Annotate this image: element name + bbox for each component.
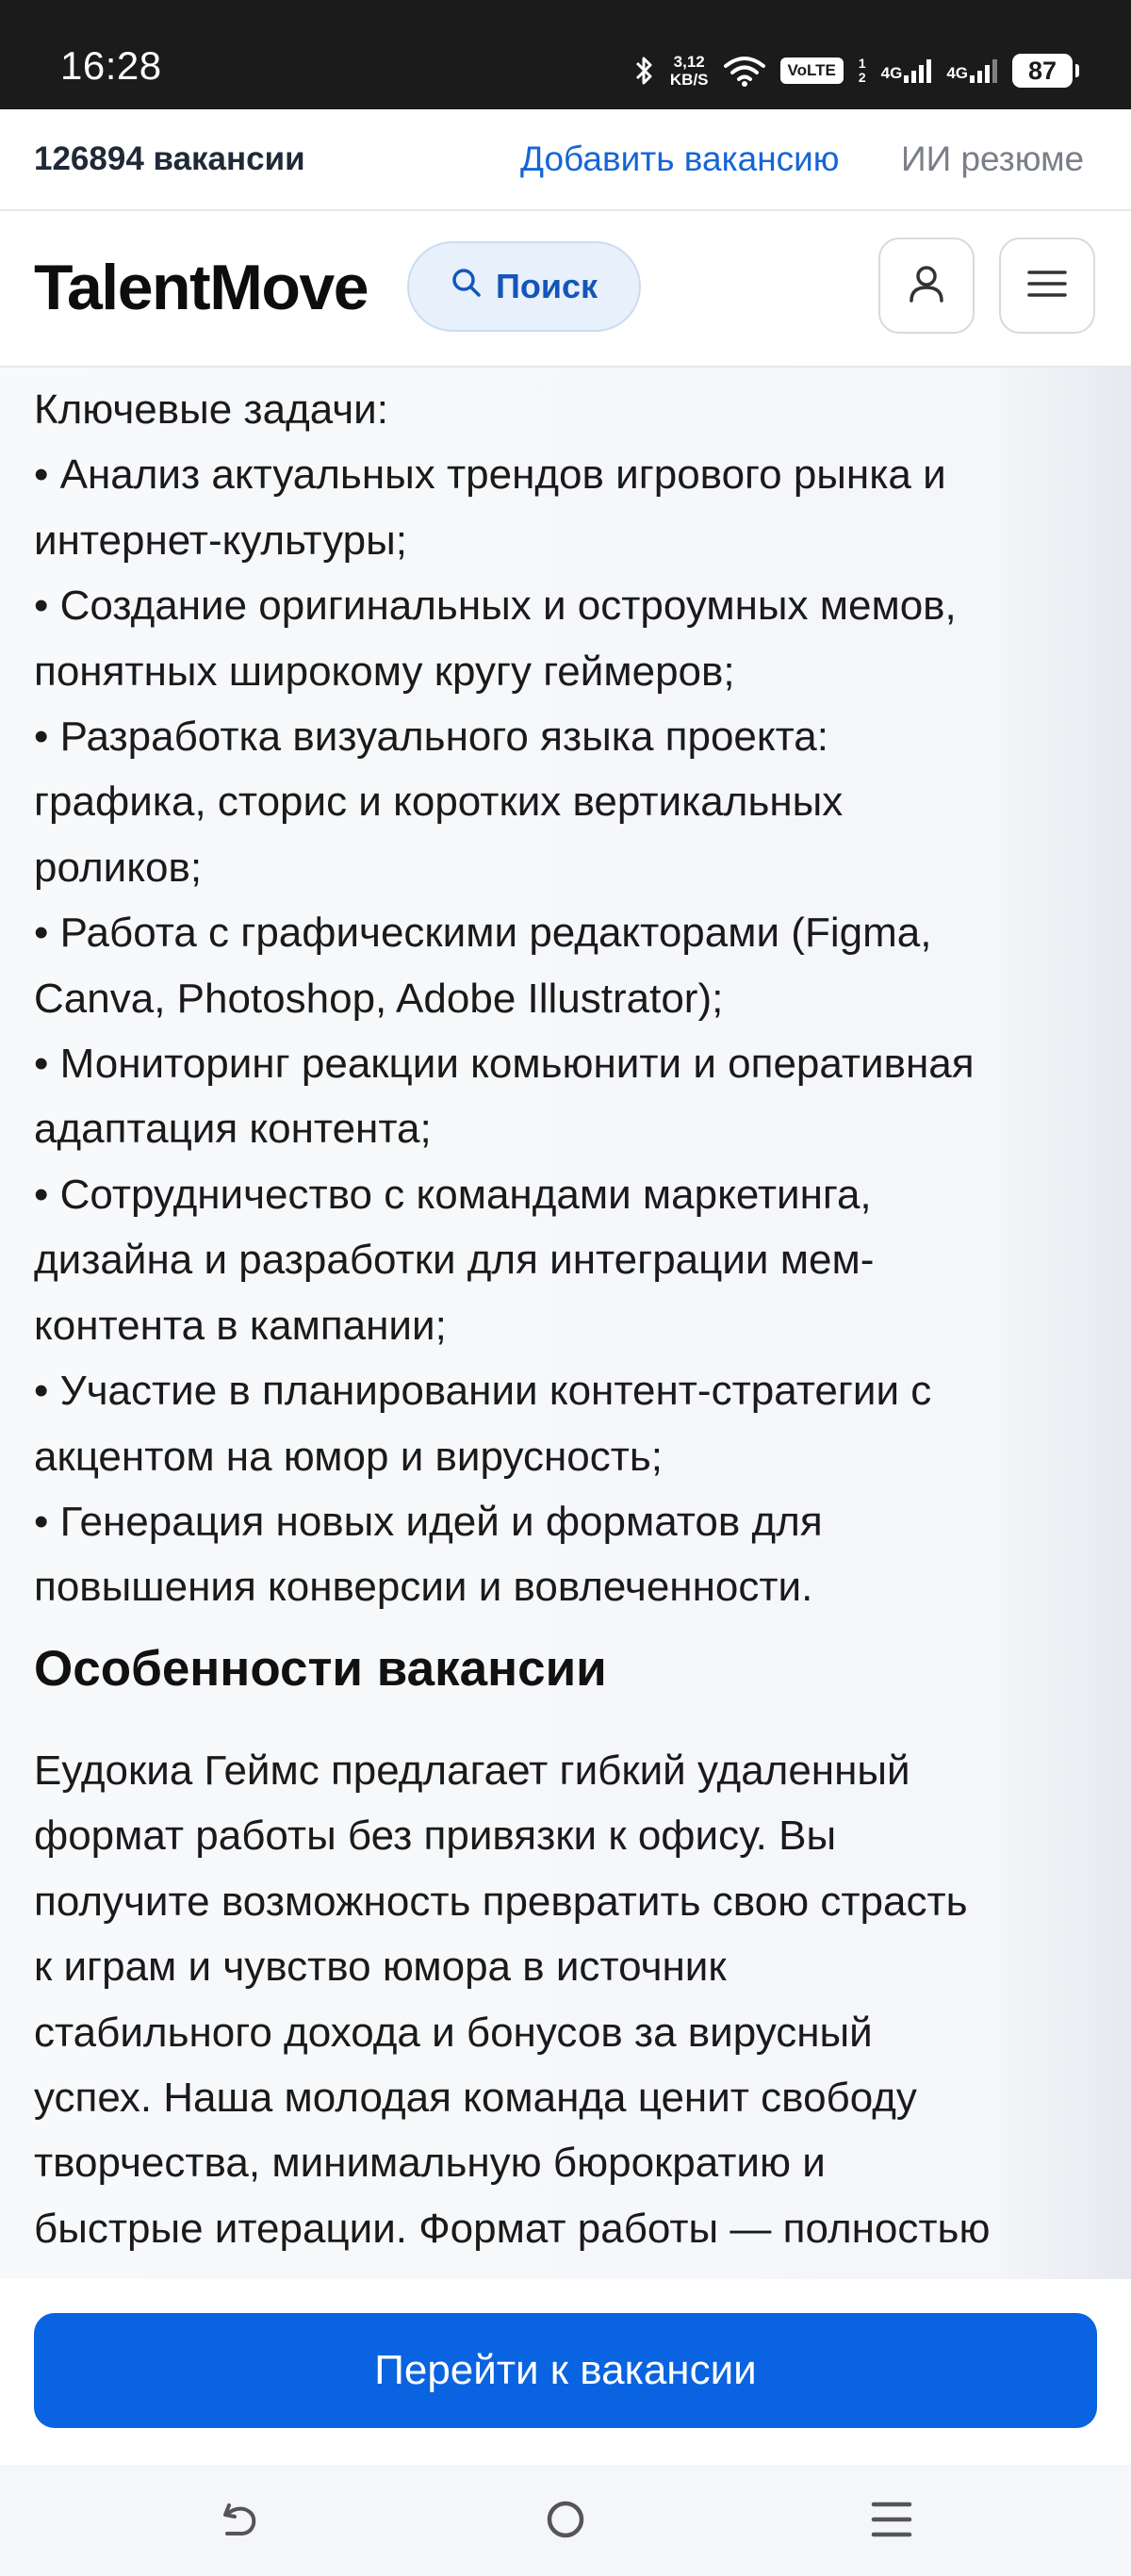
text-line: • Участие в планировании контент-стратегии с [34,1368,932,1415]
sim2-label: 2 [858,70,866,85]
battery-icon: 87 [1012,54,1073,88]
network-type-2: 4G [946,64,968,82]
profile-button[interactable] [878,238,975,334]
text-line: повышения конверсии и вовлеченности. [34,1564,813,1611]
text-line: графика, сторис и коротких вертикальных [34,779,844,826]
paragraph-line: формат работы без привязки к офису. Вы [34,1813,837,1860]
wifi-icon [724,55,765,87]
signal-icon [881,58,932,83]
text-line: акцентом на юмор и вирусность; [34,1433,664,1480]
home-icon[interactable] [537,2491,594,2548]
text-line: дизайна и разработки для интеграции мем- [34,1237,875,1284]
add-vacancy-link[interactable]: Добавить вакансию [520,139,840,178]
text-line: понятных широкому кругу геймеров; [34,648,735,695]
volte-badge: VoLTE [780,57,844,84]
status-icons [634,45,1073,96]
top-strip [0,109,1131,211]
text-line: Canva, Photoshop, Adobe Illustrator); [34,975,724,1022]
text-line: • Анализ актуальных трендов игрового рынка и [34,451,946,499]
search-icon [451,267,483,307]
recents-icon[interactable] [863,2491,920,2548]
menu-button[interactable] [999,238,1095,334]
paragraph-line: к играм и чувство юмора в источник [34,1944,727,1991]
paragraph-line: Еудокиа Геймс предлагает гибкий удаленный [34,1747,910,1794]
network-type-1: 4G [880,64,903,82]
status-bar [0,0,1131,109]
text-line: контента в кампании; [34,1302,447,1349]
text-line: • Мониторинг реакции комьюнити и оперативная [34,1041,975,1088]
paragraph-line: быстрые итерации. Формат работы — полностью [34,2205,991,2252]
ai-resume-link[interactable]: ИИ резюме [901,139,1085,178]
network-speed-unit: KB/S [669,71,709,89]
status-time: 16:28 [60,43,162,88]
search-label: Поиск [495,267,598,305]
section-heading: Особенности вакансии [34,1641,607,1697]
logo[interactable]: TalentMove [34,252,369,323]
text-line: • Сотрудничество с командами маркетинга, [34,1171,872,1218]
text-line: • Работа с графическими редакторами (Figma, [34,910,932,957]
network-speed [670,53,709,89]
text-line: • Создание оригинальных и остроумных мемов, [34,582,957,630]
search-button[interactable] [407,241,641,332]
system-nav-bar [0,2465,1131,2576]
sim-indicator [859,57,866,85]
cta-area [0,2279,1131,2465]
go-to-vacancy-button[interactable]: Перейти к вакансии [34,2313,1097,2428]
sim1-label: 1 [858,56,866,71]
paragraph-line: успех. Наша молодая команда ценит свободу [34,2075,917,2122]
site-header [0,211,1131,368]
text-line: Ключевые задачи: [34,386,388,433]
paragraph-line: стабильного дохода и бонусов за вирусный [34,2009,873,2056]
bluetooth-icon [634,55,655,87]
text-line: роликов; [34,844,203,891]
network-speed-value: 3,12 [673,53,705,71]
vacancy-count: 126894 вакансии [34,140,305,177]
user-icon [905,262,948,310]
text-line: • Генерация новых идей и форматов для [34,1498,823,1545]
paragraph-line: получите возможность превратить свою страсть [34,1878,968,1925]
features-paragraph [34,1738,1118,2261]
menu-icon [1025,265,1069,307]
text-line: адаптация контента; [34,1106,432,1153]
key-tasks-list [34,377,1108,1620]
vacancy-description [0,368,1131,2279]
signal-icon-2 [946,58,997,83]
text-line: • Разработка визуального языка проекта: [34,714,829,761]
text-line: интернет-культуры; [34,517,407,564]
back-icon[interactable] [211,2491,268,2548]
paragraph-line: творчества, минимальную бюрократию и [34,2140,826,2187]
